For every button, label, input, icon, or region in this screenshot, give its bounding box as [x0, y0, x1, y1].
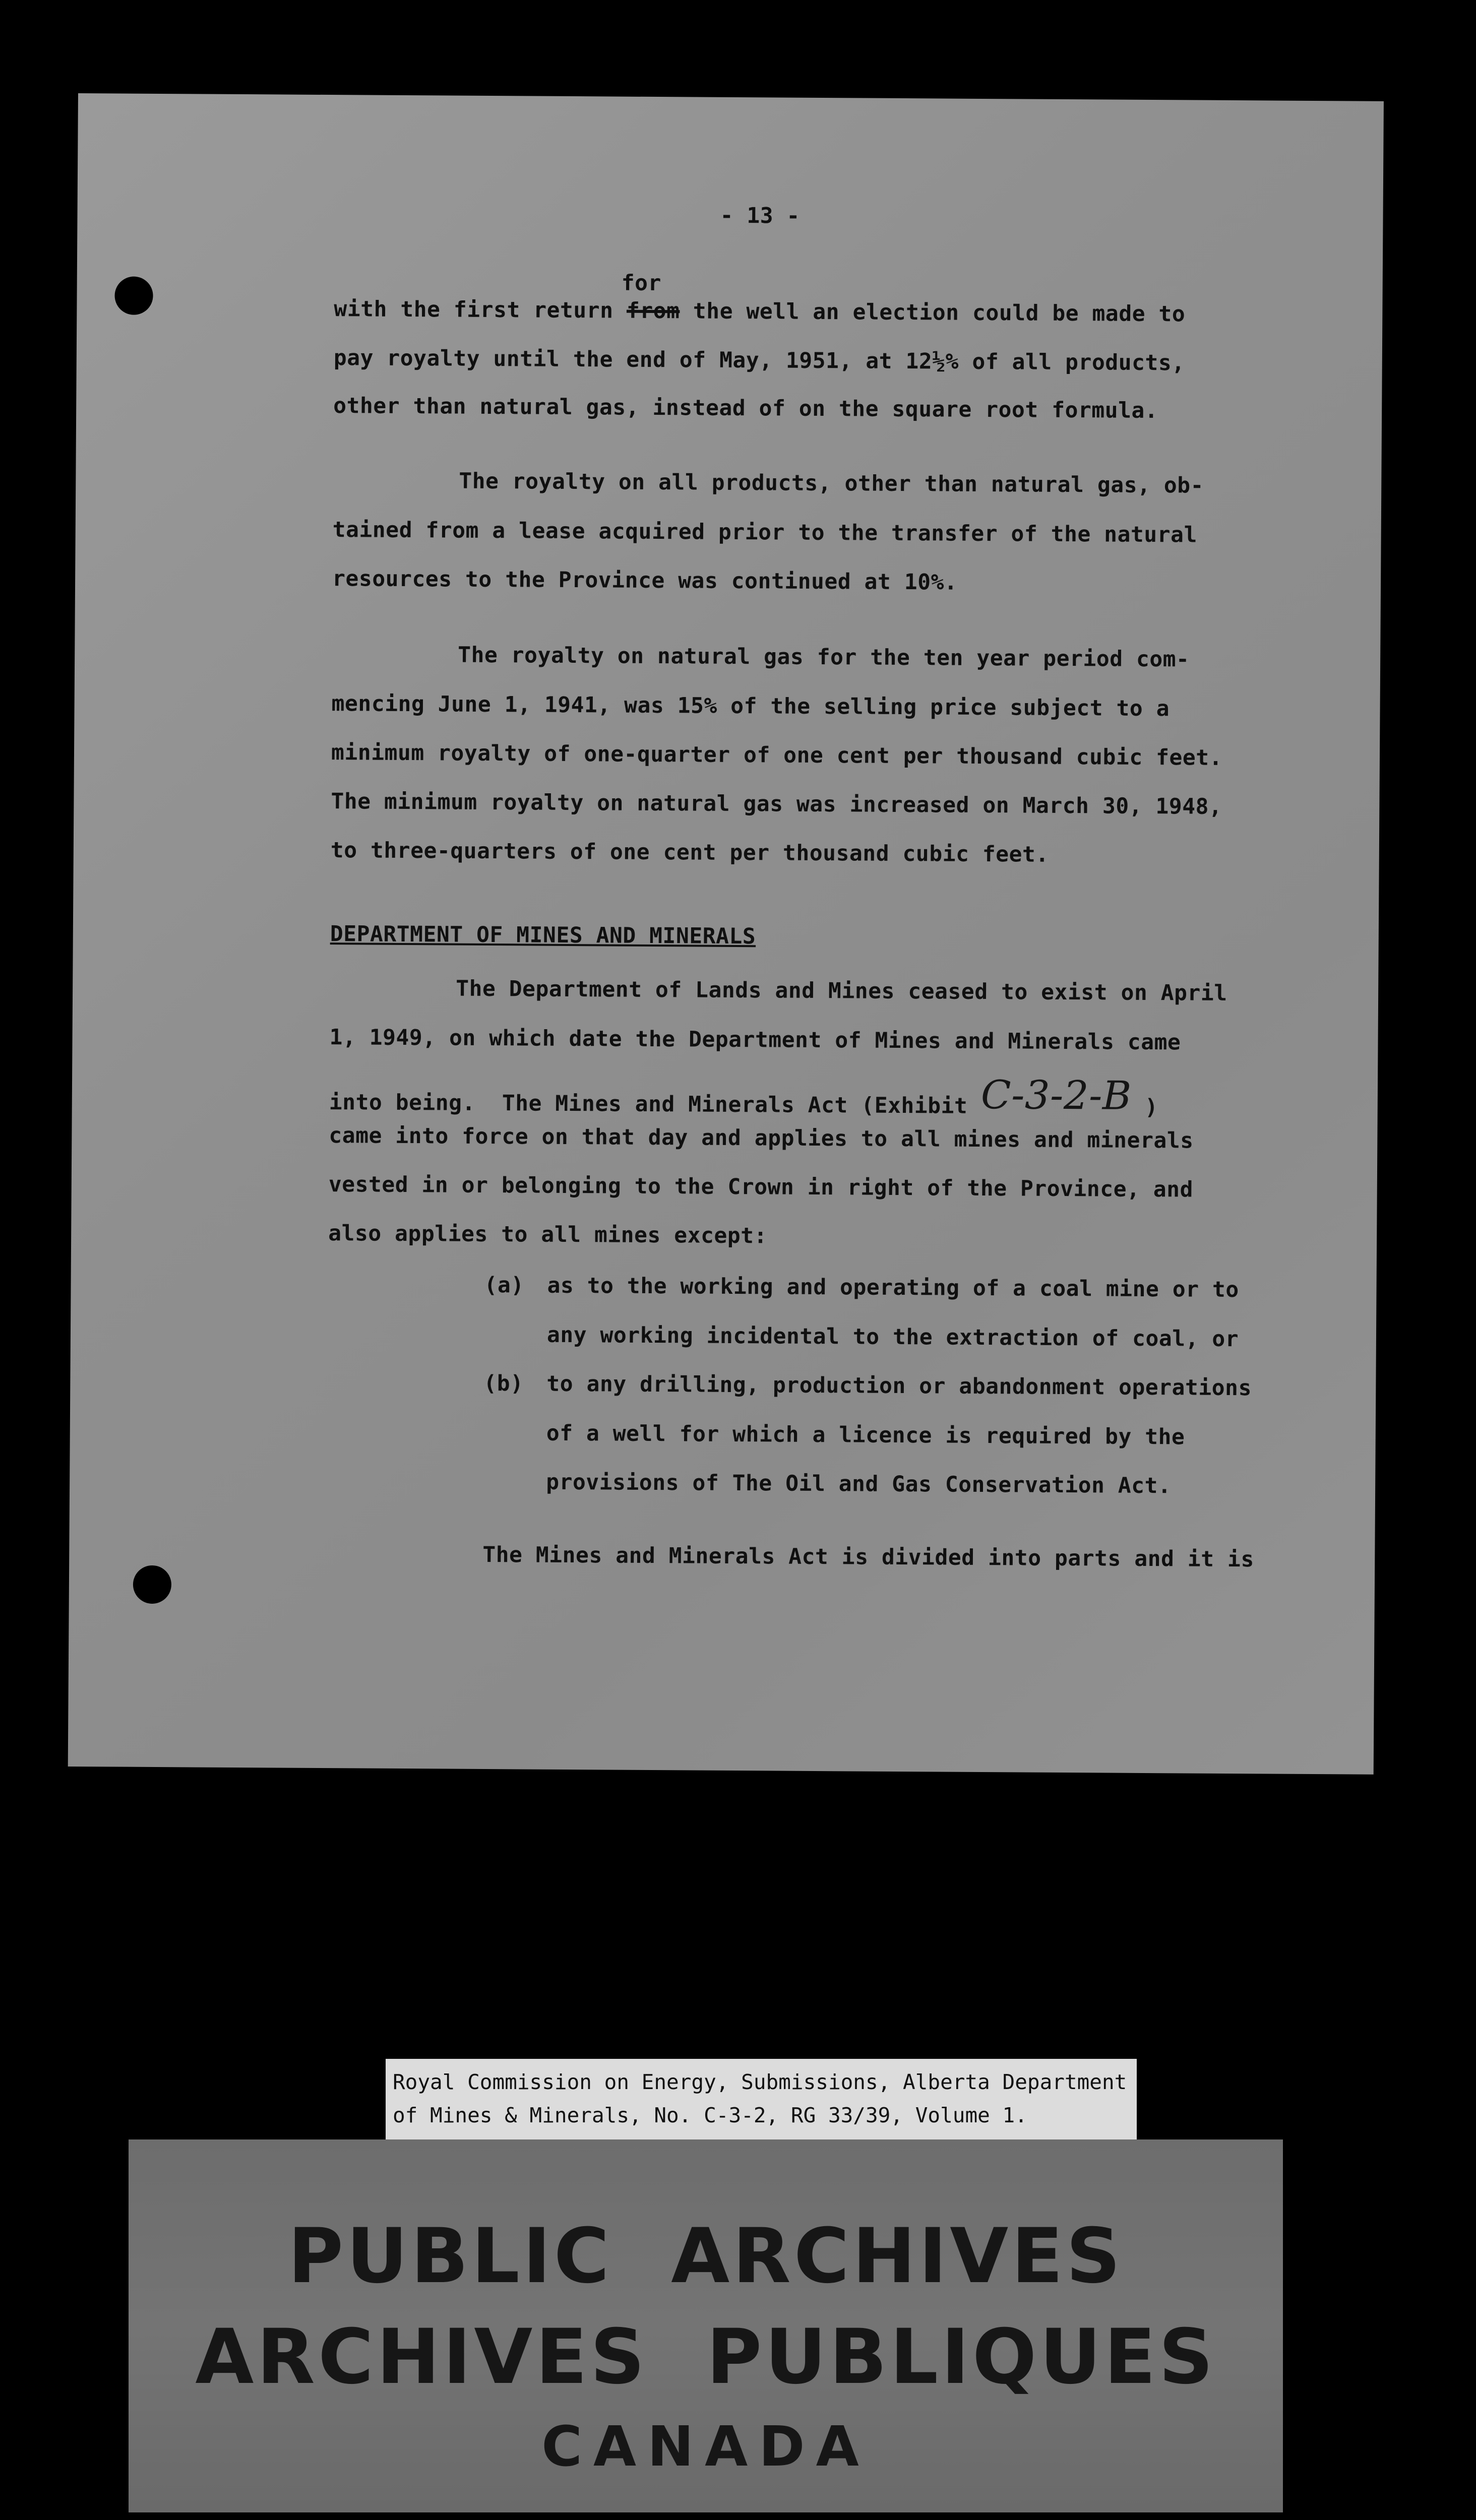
- paragraph-2-line-1: The royalty on all products, other than natural gas, ob-: [459, 468, 1204, 498]
- paragraph-4-line-3: [329, 1074, 1158, 1124]
- line-text: the well an election could be made to: [680, 298, 1186, 327]
- list-item-b-marker: (b): [483, 1370, 524, 1397]
- list-item-b-line-3: provisions of The Oil and Gas Conservation Act.: [546, 1469, 1172, 1499]
- paragraph-2-line-3: resources to the Province was continued at 10%.: [332, 566, 958, 595]
- citation-line-2: of Mines & Minerals, No. C-3-2, RG 33/39, Volume 1.: [393, 2103, 1027, 2127]
- stamp-line-3: CANADA: [541, 2414, 870, 2479]
- paragraph-4-line-2: 1, 1949, on which date the Department of Mines and Minerals came: [329, 1025, 1181, 1055]
- citation-line-1: Royal Commission on Energy, Submissions, Alberta Department: [393, 2070, 1127, 2094]
- paragraph-3-line-5: to three-quarters of one cent per thousand cubic feet.: [330, 838, 1049, 867]
- paragraph-3-line-4: The minimum royalty on natural gas was increased on March 30, 1948,: [331, 789, 1222, 820]
- paragraph-3-line-3: minimum royalty of one-quarter of one cent per thousand cubic feet.: [331, 740, 1223, 771]
- list-item-b-line-1: to any drilling, production or abandonment operations: [546, 1371, 1252, 1401]
- struck-word: from: [626, 298, 680, 324]
- paragraph-4-line-1: The Department of Lands and Mines ceased to exist on April: [456, 976, 1227, 1006]
- line-text: with the first return: [334, 296, 627, 324]
- handwritten-exhibit-number: C-3-2-B: [980, 1072, 1132, 1119]
- punch-hole-bottom: [133, 1565, 171, 1604]
- interlinear-insert: for: [621, 270, 662, 296]
- list-item-a-marker: (a): [484, 1272, 524, 1298]
- citation-label: [386, 2059, 1137, 2145]
- line-text: into being. The Mines and Minerals Act (Exhibit: [329, 1090, 981, 1119]
- stamp-line-2: ARCHIVES PUBLIQUES: [195, 2313, 1216, 2401]
- paragraph-4-line-5: vested in or belonging to the Crown in right of the Province, and: [328, 1172, 1194, 1203]
- punch-hole-top: [114, 276, 153, 314]
- page-number: - 13 -: [720, 203, 801, 229]
- section-heading: DEPARTMENT OF MINES AND MINERALS: [330, 921, 756, 950]
- typed-page: [68, 93, 1384, 1775]
- paragraph-1-line-2: pay royalty until the end of May, 1951, at 12½% of all products,: [333, 345, 1185, 376]
- paragraph-1-line-3: other than natural gas, instead of on the square root formula.: [333, 393, 1158, 424]
- archives-stamp-banner: [129, 2139, 1283, 2512]
- list-item-a-line-1: as to the working and operating of a coal mine or to: [547, 1273, 1239, 1303]
- paragraph-3-line-1: The royalty on natural gas for the ten year period com-: [458, 642, 1190, 672]
- paragraph-4-line-6: also applies to all mines except:: [328, 1221, 768, 1249]
- final-line: The Mines and Minerals Act is divided into parts and it is: [482, 1542, 1254, 1572]
- stamp-line-1: PUBLIC ARCHIVES: [288, 2213, 1124, 2300]
- list-item-b-line-2: of a well for which a licence is required by the: [546, 1420, 1185, 1450]
- paragraph-2-line-2: tained from a lease acquired prior to the transfer of the natural: [332, 517, 1198, 548]
- line-text: ): [1131, 1094, 1158, 1120]
- list-item-a-line-2: any working incidental to the extraction of coal, or: [546, 1322, 1239, 1352]
- paragraph-1-line-1: [334, 296, 1185, 327]
- paragraph-3-line-2: mencing June 1, 1941, was 15% of the selling price subject to a: [331, 691, 1170, 722]
- paragraph-4-line-4: came into force on that day and applies to all mines and minerals: [329, 1123, 1194, 1154]
